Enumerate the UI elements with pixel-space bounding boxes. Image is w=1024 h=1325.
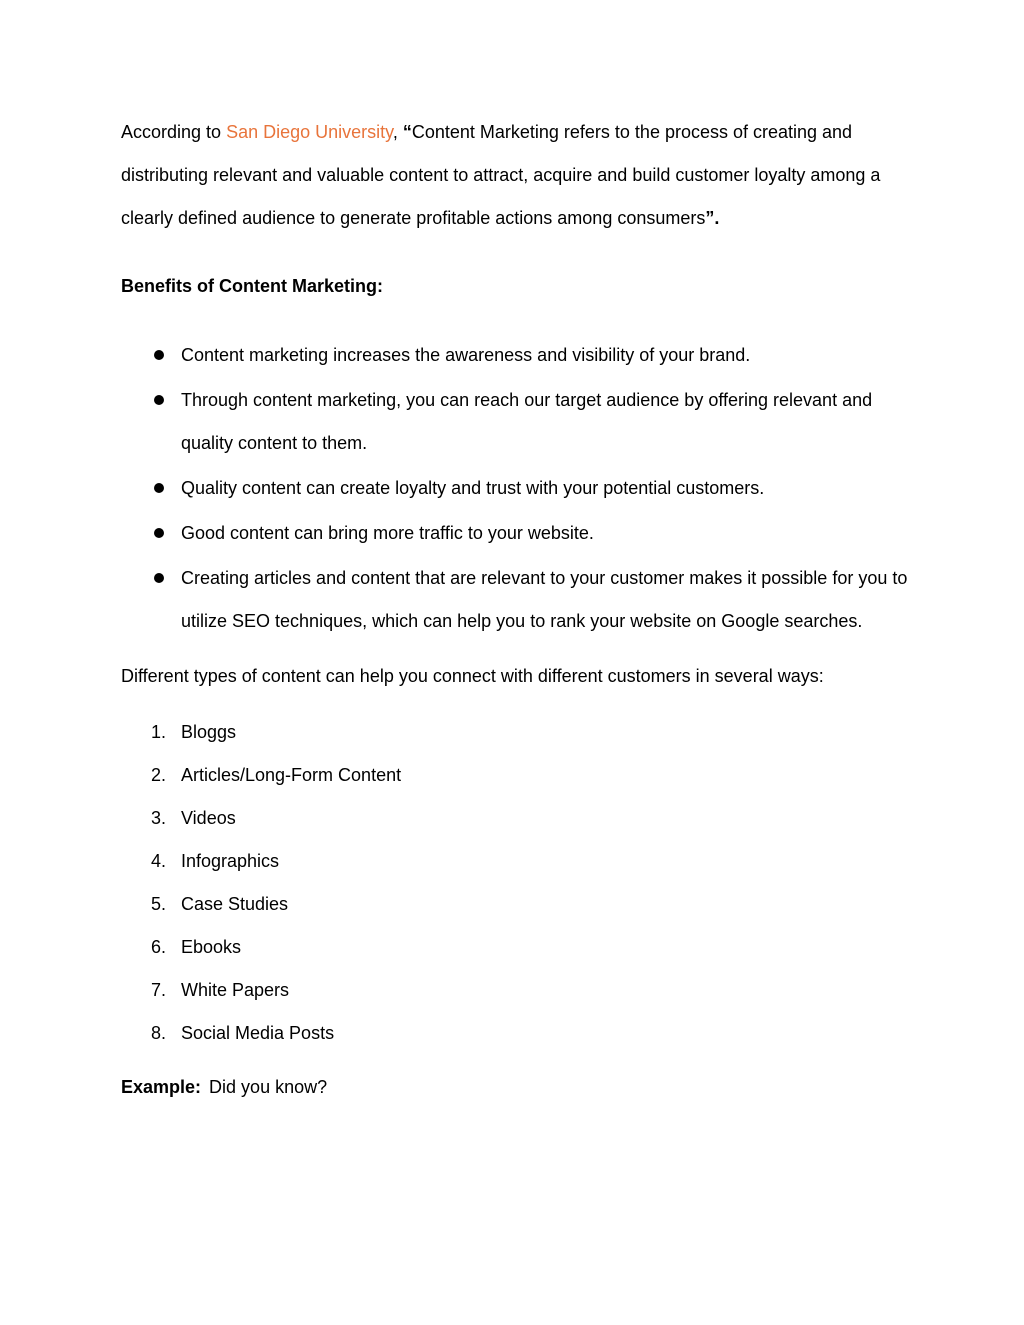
content-type-label: Ebooks <box>181 937 242 957</box>
bullet-icon <box>154 573 164 583</box>
intro-prefix: According to <box>121 122 227 142</box>
benefit-item <box>121 334 911 377</box>
content-type-label: White Papers <box>181 980 290 1000</box>
bullet-icon <box>154 528 164 538</box>
content-type-label: Videos <box>181 808 236 828</box>
benefit-text: Quality content can create loyalty and trust with your potential customers. <box>181 478 765 498</box>
content-type-label: Infographics <box>181 851 280 871</box>
bullet-icon <box>154 350 164 360</box>
intro-paragraph <box>121 111 911 240</box>
open-quote: “ <box>402 122 412 142</box>
list-number: 8. <box>151 1023 167 1043</box>
example-label: Example: <box>121 1077 202 1097</box>
content-type-item <box>121 840 911 883</box>
list-number: 4. <box>151 851 167 871</box>
list-number: 1. <box>151 722 167 742</box>
list-number: 6. <box>151 937 167 957</box>
benefits-heading: Benefits of Content Marketing: <box>121 276 384 296</box>
content-type-item <box>121 969 911 1012</box>
benefit-item <box>121 467 911 510</box>
list-number: 7. <box>151 980 167 1000</box>
content-types-intro: Different types of content can help you connect with different customers in several ways: <box>121 666 824 686</box>
list-number: 2. <box>151 765 167 785</box>
document-body <box>121 111 911 1109</box>
san-diego-university-link[interactable]: San Diego University <box>226 122 393 142</box>
content-type-item <box>121 883 911 926</box>
content-types-list <box>121 711 911 1055</box>
content-type-label: Case Studies <box>181 894 289 914</box>
benefit-text: Content marketing increases the awareness and visibility of your brand. <box>181 345 751 365</box>
content-type-item <box>121 797 911 840</box>
content-type-label: Articles/Long-Form Content <box>181 765 402 785</box>
benefit-item <box>121 557 911 643</box>
list-number: 3. <box>151 808 167 828</box>
content-type-label: Bloggs <box>181 722 237 742</box>
intro-comma: , <box>392 122 403 142</box>
benefit-item <box>121 512 911 555</box>
content-type-item <box>121 711 911 754</box>
benefit-text: Creating articles and content that are relevant to your customer makes it possible for you to utilize SEO techniques, which can help you to rank your website on Google searches. <box>181 568 908 631</box>
content-type-label: Social Media Posts <box>181 1023 335 1043</box>
list-number: 5. <box>151 894 167 914</box>
benefit-text: Through content marketing, you can reach our target audience by offering relevant and quality content to them. <box>181 390 873 453</box>
example-line <box>121 1066 911 1109</box>
bullet-icon <box>154 483 164 493</box>
bullet-icon <box>154 395 164 405</box>
benefit-item <box>121 379 911 465</box>
close-quote: ”. <box>705 208 720 228</box>
example-text: Did you know? <box>209 1077 328 1097</box>
content-type-item <box>121 754 911 797</box>
benefit-text: Good content can bring more traffic to your website. <box>181 523 594 543</box>
content-type-item <box>121 1012 911 1055</box>
content-type-item <box>121 926 911 969</box>
benefits-list <box>121 334 911 643</box>
intro-quote-body: Content Marketing refers to the process of creating and distributing relevant and valuable content to attract, acquire and build customer loyalty among a clearly defined audience to generate profitable actions among consumers <box>121 122 881 228</box>
